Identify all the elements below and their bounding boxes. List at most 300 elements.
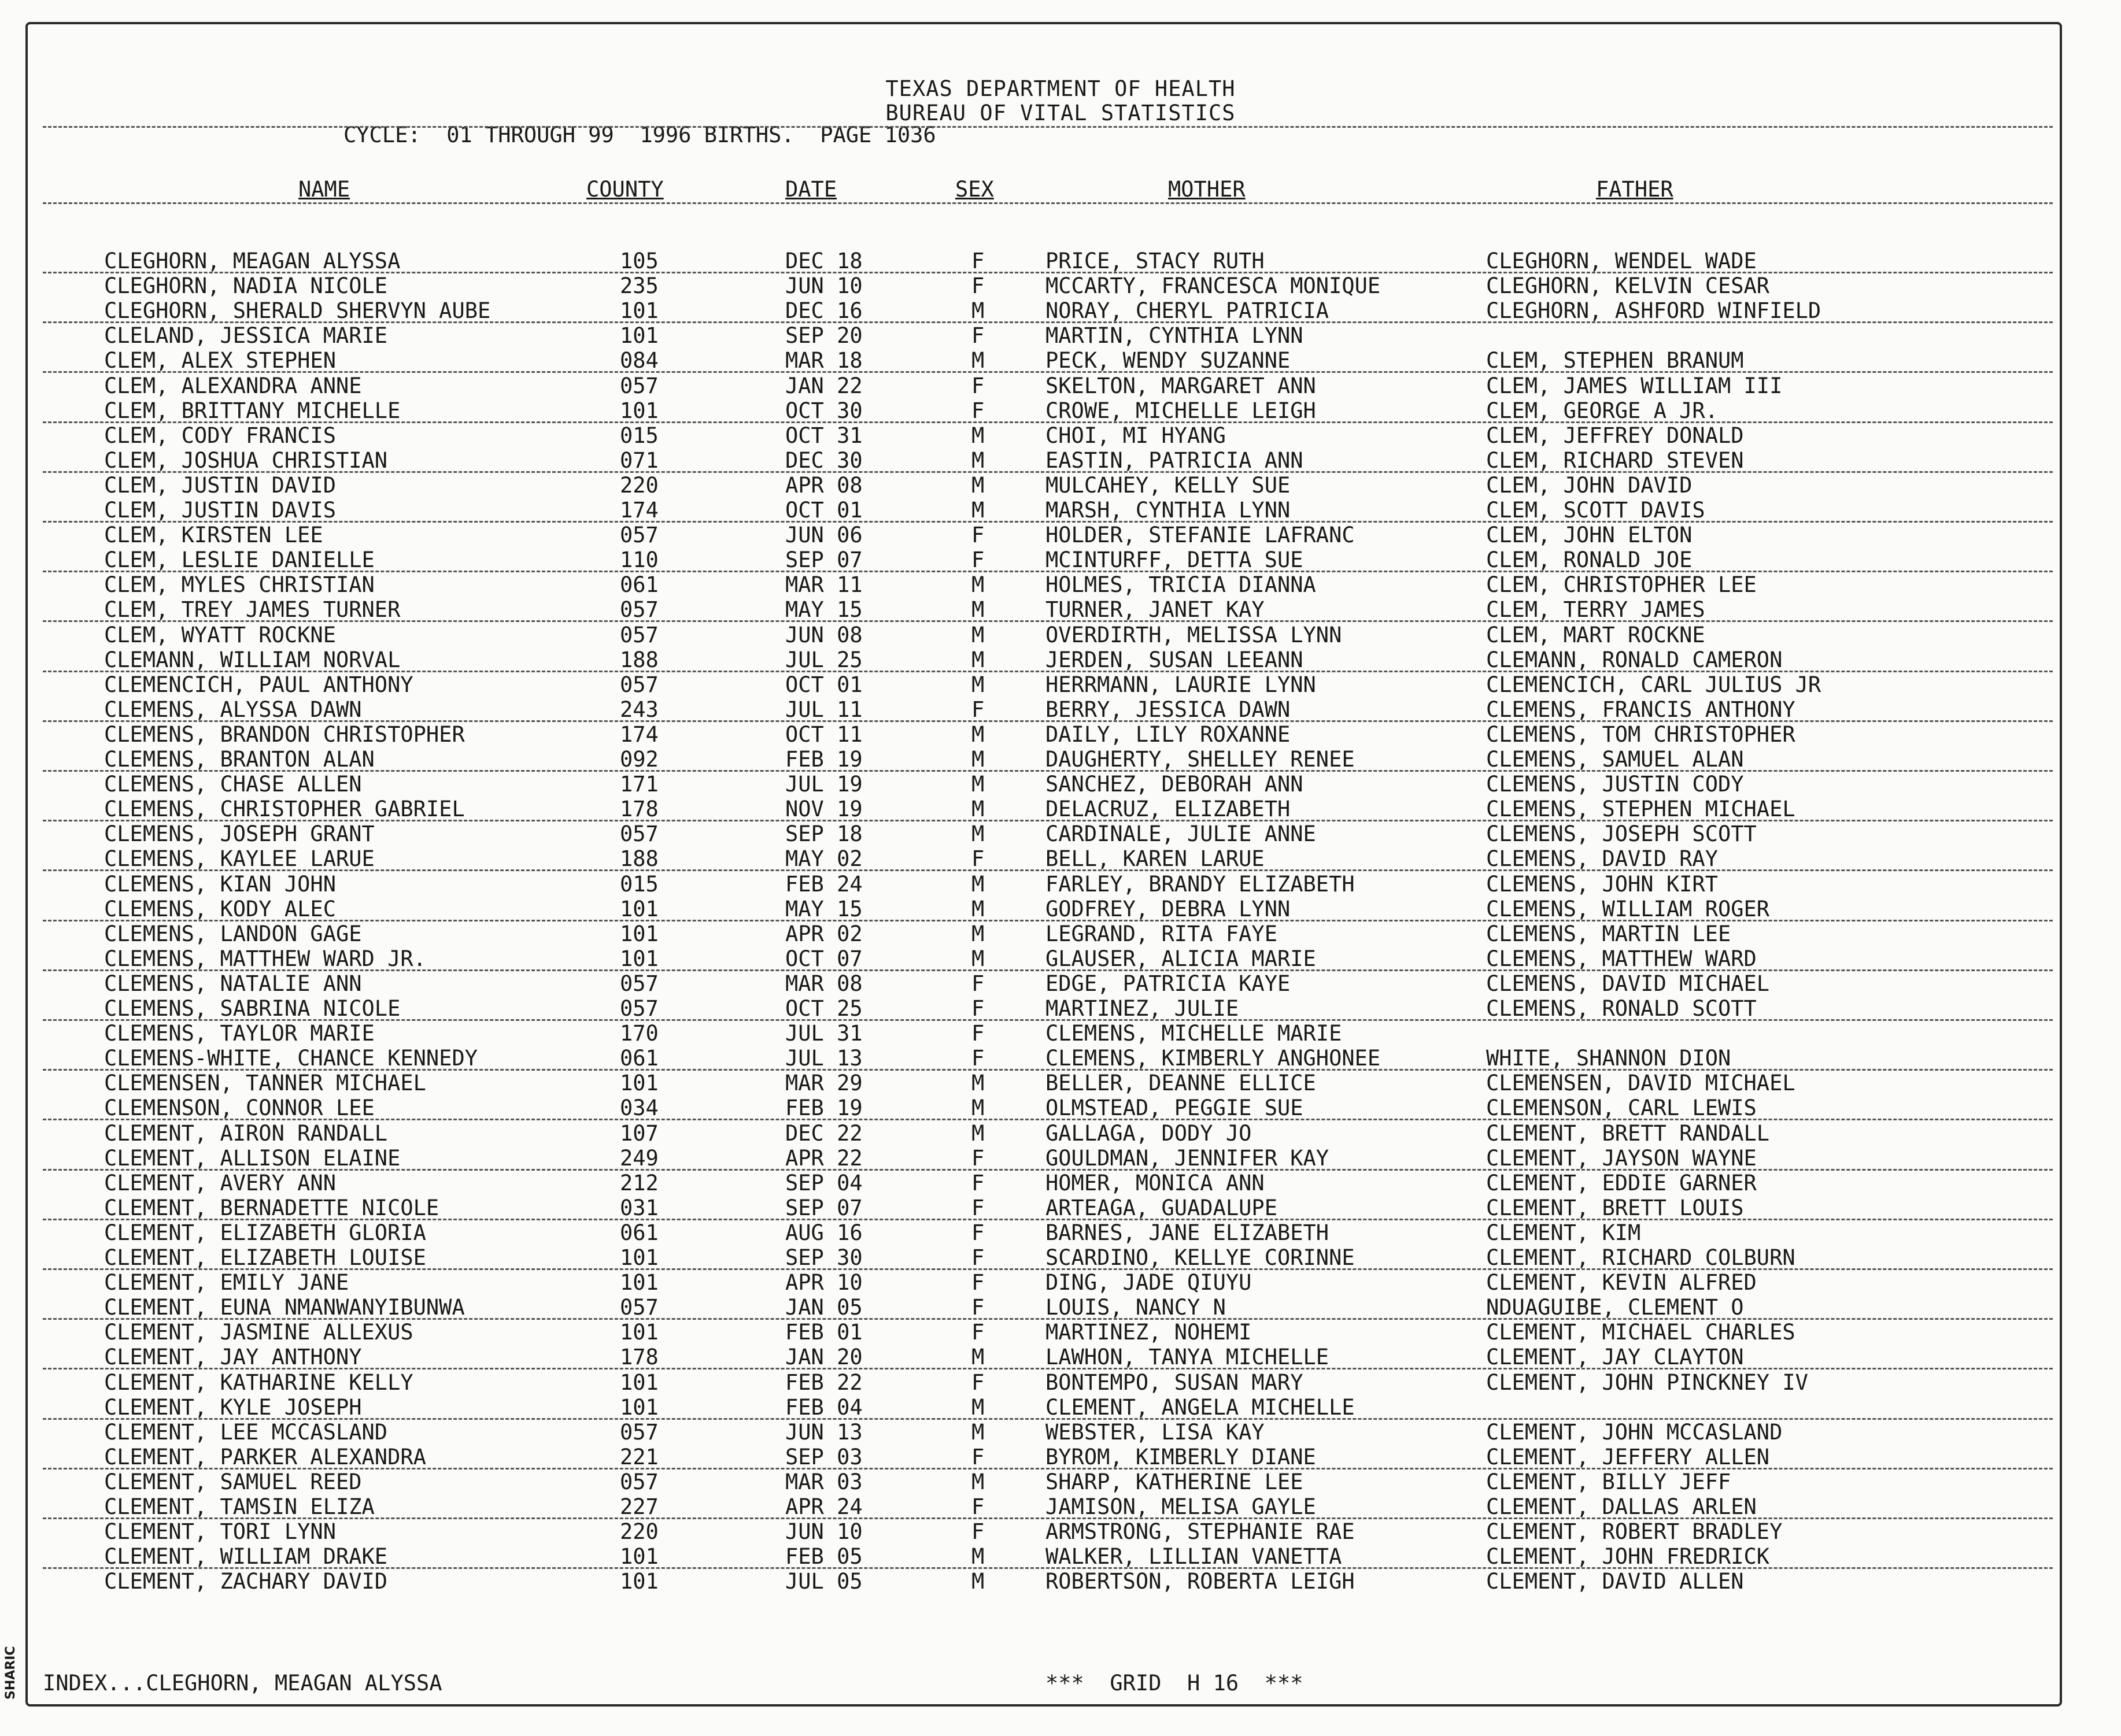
cell-mother: SCARDINO, KELLYE CORINNE bbox=[1045, 1245, 1355, 1270]
cell-county: 101 bbox=[620, 1569, 659, 1594]
table-row bbox=[0, 423, 2121, 448]
cell-father: CLEGHORN, WENDEL WADE bbox=[1486, 249, 1757, 273]
table-row bbox=[0, 647, 2121, 672]
cell-name: CLEMENS, MATTHEW WARD JR. bbox=[104, 946, 426, 971]
cell-date: MAY 15 bbox=[785, 597, 863, 623]
cell-date: OCT 01 bbox=[785, 672, 863, 697]
cell-county: 101 bbox=[620, 1544, 659, 1570]
cell-mother: ROBERTSON, ROBERTA LEIGH bbox=[1045, 1569, 1355, 1594]
cell-name: CLEMENS, NATALIE ANN bbox=[104, 971, 362, 996]
table-row bbox=[0, 996, 2121, 1021]
cell-sex: M bbox=[971, 946, 985, 971]
cell-date: OCT 01 bbox=[785, 498, 863, 523]
cell-sex: F bbox=[971, 547, 985, 573]
cell-mother: CHOI, MI HYANG bbox=[1045, 423, 1226, 448]
cell-sex: F bbox=[971, 373, 985, 398]
cell-name: CLEM, WYATT ROCKNE bbox=[104, 622, 336, 647]
cell-date: JUN 10 bbox=[785, 273, 863, 299]
cell-name: CLEMENT, ELIZABETH GLORIA bbox=[104, 1220, 426, 1245]
cell-name: CLEMENT, JAY ANTHONY bbox=[104, 1345, 362, 1370]
table-row bbox=[0, 1220, 2121, 1245]
cell-sex: M bbox=[971, 747, 985, 772]
cell-name: CLEM, TREY JAMES TURNER bbox=[104, 597, 401, 623]
cell-county: 174 bbox=[620, 498, 659, 523]
cell-mother: TURNER, JANET KAY bbox=[1045, 597, 1265, 623]
table-row bbox=[0, 1095, 2121, 1120]
cell-name: CLEMENS, KODY ALEC bbox=[104, 896, 336, 921]
table-row bbox=[0, 348, 2121, 373]
cell-date: MAR 11 bbox=[785, 572, 863, 598]
cell-father: CLEGHORN, KELVIN CESAR bbox=[1486, 273, 1770, 299]
cell-county: 084 bbox=[620, 348, 659, 373]
cell-sex: F bbox=[971, 1195, 985, 1220]
cell-sex: F bbox=[971, 273, 985, 299]
cell-date: OCT 07 bbox=[785, 946, 863, 971]
cell-county: 057 bbox=[620, 1469, 659, 1494]
cell-name: CLEMENCICH, PAUL ANTHONY bbox=[104, 672, 413, 697]
cell-county: 071 bbox=[620, 447, 659, 473]
table-row bbox=[0, 797, 2121, 821]
cell-date: FEB 24 bbox=[785, 871, 863, 897]
table-row bbox=[0, 1195, 2121, 1220]
cell-sex: M bbox=[971, 721, 985, 747]
cell-father: CLEMENT, JOHN PINCKNEY IV bbox=[1486, 1369, 1808, 1395]
cell-name: CLEMENS, TAYLOR MARIE bbox=[104, 1021, 375, 1046]
cell-father: CLEMENS, TOM CHRISTOPHER bbox=[1486, 721, 1795, 747]
table-row bbox=[0, 1370, 2121, 1395]
cell-date: AUG 16 bbox=[785, 1220, 863, 1245]
cell-date: OCT 30 bbox=[785, 398, 863, 423]
cell-father: CLEMENT, BRETT RANDALL bbox=[1486, 1120, 1770, 1146]
cell-county: 220 bbox=[620, 1519, 659, 1545]
cell-mother: WEBSTER, LISA KAY bbox=[1045, 1419, 1265, 1445]
cell-date: APR 02 bbox=[785, 921, 863, 946]
cell-name: CLEMENT, WILLIAM DRAKE bbox=[104, 1544, 388, 1570]
cell-county: 107 bbox=[620, 1120, 659, 1146]
cell-name: CLEMENT, SAMUEL REED bbox=[104, 1469, 362, 1494]
cell-mother: DELACRUZ, ELIZABETH bbox=[1045, 797, 1291, 822]
cell-father: WHITE, SHANNON DION bbox=[1486, 1046, 1731, 1071]
cell-sex: M bbox=[971, 348, 985, 373]
table-row bbox=[0, 772, 2121, 797]
cell-father: CLEMENT, DAVID ALLEN bbox=[1486, 1569, 1744, 1594]
cell-date: APR 10 bbox=[785, 1270, 863, 1295]
table-row bbox=[0, 1494, 2121, 1519]
cell-sex: M bbox=[971, 921, 985, 946]
cell-sex: F bbox=[971, 996, 985, 1021]
cell-county: 227 bbox=[620, 1494, 659, 1519]
cell-father: CLEMENS, SAMUEL ALAN bbox=[1486, 747, 1744, 772]
cell-county: 092 bbox=[620, 747, 659, 772]
cell-name: CLEMENT, BERNADETTE NICOLE bbox=[104, 1195, 439, 1220]
cell-father: CLEMENT, BRETT LOUIS bbox=[1486, 1195, 1744, 1220]
cell-father: CLEM, JEFFREY DONALD bbox=[1486, 423, 1744, 448]
cell-mother: GODFREY, DEBRA LYNN bbox=[1045, 896, 1291, 921]
cell-date: JUL 13 bbox=[785, 1046, 863, 1071]
bureau-title: BUREAU OF VITAL STATISTICS bbox=[885, 101, 1236, 125]
cell-name: CLEGHORN, NADIA NICOLE bbox=[104, 273, 388, 299]
cell-date: SEP 18 bbox=[785, 821, 863, 847]
cell-father: CLEMENS, DAVID MICHAEL bbox=[1486, 971, 1770, 996]
cell-sex: M bbox=[971, 498, 985, 523]
cell-name: CLEMENT, PARKER ALEXANDRA bbox=[104, 1444, 426, 1470]
cell-father: CLEMENT, BILLY JEFF bbox=[1486, 1469, 1731, 1494]
cell-date: JAN 05 bbox=[785, 1295, 863, 1320]
cell-mother: LOUIS, NANCY N bbox=[1045, 1295, 1226, 1320]
cell-date: OCT 31 bbox=[785, 423, 863, 448]
cell-name: CLEMENT, AVERY ANN bbox=[104, 1170, 336, 1195]
table-row bbox=[0, 298, 2121, 323]
cell-sex: F bbox=[971, 1320, 985, 1345]
cell-father: CLEMENT, JAYSON WAYNE bbox=[1486, 1145, 1757, 1171]
cell-mother: ARMSTRONG, STEPHANIE RAE bbox=[1045, 1519, 1355, 1545]
cell-sex: M bbox=[971, 472, 985, 498]
cell-mother: CROWE, MICHELLE LEIGH bbox=[1045, 398, 1316, 423]
cell-mother: MARTINEZ, NOHEMI bbox=[1045, 1320, 1252, 1345]
cell-date: FEB 05 bbox=[785, 1544, 863, 1570]
cell-county: 220 bbox=[620, 472, 659, 498]
cell-date: JUN 13 bbox=[785, 1419, 863, 1445]
cell-mother: LAWHON, TANYA MICHELLE bbox=[1045, 1345, 1329, 1370]
cell-county: 057 bbox=[620, 821, 659, 847]
cell-sex: F bbox=[971, 1444, 985, 1470]
cell-mother: PRICE, STACY RUTH bbox=[1045, 249, 1265, 273]
cell-county: 101 bbox=[620, 1369, 659, 1395]
cell-sex: F bbox=[971, 1295, 985, 1320]
cell-father: CLEMENT, MICHAEL CHARLES bbox=[1486, 1320, 1795, 1345]
cell-name: CLEM, MYLES CHRISTIAN bbox=[104, 572, 375, 598]
cell-county: 057 bbox=[620, 597, 659, 623]
cell-mother: MARTIN, CYNTHIA LYNN bbox=[1045, 323, 1303, 349]
cell-name: CLEMENS, BRANTON ALAN bbox=[104, 747, 375, 772]
cell-father: CLEMENS, MARTIN LEE bbox=[1486, 921, 1731, 946]
cell-county: 249 bbox=[620, 1145, 659, 1171]
cell-county: 057 bbox=[620, 523, 659, 548]
cell-mother: HERRMANN, LAURIE LYNN bbox=[1045, 672, 1316, 697]
table-row bbox=[0, 897, 2121, 921]
table-row bbox=[0, 1445, 2121, 1470]
cell-name: CLEMENS, KIAN JOHN bbox=[104, 871, 336, 897]
cell-date: APR 22 bbox=[785, 1145, 863, 1171]
cell-name: CLEMENT, AIRON RANDALL bbox=[104, 1120, 388, 1146]
column-header-county: COUNTY bbox=[586, 177, 664, 202]
cell-sex: F bbox=[971, 1494, 985, 1519]
table-row bbox=[0, 747, 2121, 772]
table-row bbox=[0, 1519, 2121, 1544]
cell-father: CLEMENS, RONALD SCOTT bbox=[1486, 996, 1757, 1021]
cell-name: CLEMENT, EMILY JANE bbox=[104, 1270, 349, 1295]
cell-sex: F bbox=[971, 1369, 985, 1395]
cell-county: 221 bbox=[620, 1444, 659, 1470]
cell-name: CLEMENS, ALYSSA DAWN bbox=[104, 697, 362, 722]
cell-mother: OVERDIRTH, MELISSA LYNN bbox=[1045, 622, 1342, 647]
cell-mother: EASTIN, PATRICIA ANN bbox=[1045, 447, 1303, 473]
cell-county: 057 bbox=[620, 996, 659, 1021]
cell-mother: MARTINEZ, JULIE bbox=[1045, 996, 1239, 1021]
table-row bbox=[0, 1146, 2121, 1171]
cell-county: 101 bbox=[620, 1270, 659, 1295]
cell-father: CLEMENS, JOHN KIRT bbox=[1486, 871, 1718, 897]
cell-father: CLEM, JOHN ELTON bbox=[1486, 523, 1693, 548]
cell-father: CLEM, TERRY JAMES bbox=[1486, 597, 1705, 623]
cell-sex: M bbox=[971, 1095, 985, 1121]
table-row bbox=[0, 1420, 2121, 1445]
cell-date: JUL 19 bbox=[785, 772, 863, 797]
cell-date: JUN 08 bbox=[785, 622, 863, 647]
cell-county: 061 bbox=[620, 1220, 659, 1245]
cell-mother: BYROM, KIMBERLY DIANE bbox=[1045, 1444, 1316, 1470]
cell-county: 105 bbox=[620, 249, 659, 273]
cell-county: 057 bbox=[620, 1295, 659, 1320]
cell-father: CLEGHORN, ASHFORD WINFIELD bbox=[1486, 298, 1821, 324]
cell-father: CLEMENT, DALLAS ARLEN bbox=[1486, 1494, 1757, 1519]
cell-date: DEC 16 bbox=[785, 298, 863, 324]
cell-county: 061 bbox=[620, 1046, 659, 1071]
table-row bbox=[0, 1470, 2121, 1494]
cell-sex: M bbox=[971, 1120, 985, 1146]
cell-mother: HOLMES, TRICIA DIANNA bbox=[1045, 572, 1316, 598]
cell-sex: M bbox=[971, 447, 985, 473]
table-row bbox=[0, 872, 2121, 897]
cell-name: CLEM, JOSHUA CHRISTIAN bbox=[104, 447, 388, 473]
column-header-father: FATHER bbox=[1596, 177, 1673, 202]
cell-father: CLEMENT, EDDIE GARNER bbox=[1486, 1170, 1757, 1195]
cell-sex: M bbox=[971, 1544, 985, 1570]
cell-mother: JAMISON, MELISA GAYLE bbox=[1045, 1494, 1316, 1519]
cell-mother: HOLDER, STEFANIE LAFRANC bbox=[1045, 523, 1355, 548]
cell-sex: M bbox=[971, 1419, 985, 1445]
cell-sex: F bbox=[971, 971, 985, 996]
cell-name: CLEM, LESLIE DANIELLE bbox=[104, 547, 375, 573]
table-row bbox=[0, 623, 2121, 647]
cell-sex: F bbox=[971, 1170, 985, 1195]
cell-county: 101 bbox=[620, 398, 659, 423]
cell-father: CLEMENT, JOHN MCCASLAND bbox=[1486, 1419, 1783, 1445]
cell-name: CLEMENS, SABRINA NICOLE bbox=[104, 996, 401, 1021]
table-row bbox=[0, 1046, 2121, 1071]
cell-mother: DAILY, LILY ROXANNE bbox=[1045, 721, 1291, 747]
cell-mother: NORAY, CHERYL PATRICIA bbox=[1045, 298, 1329, 324]
cell-father: CLEM, CHRISTOPHER LEE bbox=[1486, 572, 1757, 598]
cell-date: JUN 06 bbox=[785, 523, 863, 548]
cell-county: 235 bbox=[620, 273, 659, 299]
cell-county: 015 bbox=[620, 871, 659, 897]
cell-mother: SANCHEZ, DEBORAH ANN bbox=[1045, 772, 1303, 797]
cell-mother: LEGRAND, RITA FAYE bbox=[1045, 921, 1277, 946]
cell-name: CLEMENT, JASMINE ALLEXUS bbox=[104, 1320, 413, 1345]
cell-mother: CLEMENS, MICHELLE MARIE bbox=[1045, 1021, 1342, 1046]
cell-sex: F bbox=[971, 1245, 985, 1270]
cell-sex: F bbox=[971, 1220, 985, 1245]
cell-county: 101 bbox=[620, 1245, 659, 1270]
cell-father: CLEMENT, ROBERT BRADLEY bbox=[1486, 1519, 1783, 1545]
cell-mother: MARSH, CYNTHIA LYNN bbox=[1045, 498, 1291, 523]
cell-sex: F bbox=[971, 249, 985, 273]
cell-county: 101 bbox=[620, 1394, 659, 1420]
cell-county: 171 bbox=[620, 772, 659, 797]
cell-county: 212 bbox=[620, 1170, 659, 1195]
cell-mother: HOMER, MONICA ANN bbox=[1045, 1170, 1265, 1195]
cell-sex: F bbox=[971, 1145, 985, 1171]
cell-sex: M bbox=[971, 1394, 985, 1420]
cell-county: 057 bbox=[620, 672, 659, 697]
cycle-line: CYCLE: 01 THROUGH 99 1996 BIRTHS. PAGE 1036 bbox=[343, 123, 936, 147]
cell-father: CLEMENT, RICHARD COLBURN bbox=[1486, 1245, 1795, 1270]
cell-father: CLEMENT, KEVIN ALFRED bbox=[1486, 1270, 1757, 1295]
cell-mother: WALKER, LILLIAN VANETTA bbox=[1045, 1544, 1342, 1570]
table-row bbox=[0, 373, 2121, 398]
cell-mother: BARNES, JANE ELIZABETH bbox=[1045, 1220, 1329, 1245]
agency-title: TEXAS DEPARTMENT OF HEALTH bbox=[885, 76, 1236, 101]
cell-name: CLEMENS, LANDON GAGE bbox=[104, 921, 362, 946]
cell-name: CLEMENS, JOSEPH GRANT bbox=[104, 821, 375, 847]
cell-county: 057 bbox=[620, 622, 659, 647]
cell-father: CLEMENT, KIM bbox=[1486, 1220, 1641, 1245]
cell-county: 015 bbox=[620, 423, 659, 448]
cell-sex: F bbox=[971, 1270, 985, 1295]
table-row bbox=[0, 323, 2121, 348]
cell-date: APR 08 bbox=[785, 472, 863, 498]
table-row bbox=[0, 722, 2121, 747]
cell-mother: DING, JADE QIUYU bbox=[1045, 1270, 1252, 1295]
cell-name: CLEM, JUSTIN DAVID bbox=[104, 472, 336, 498]
table-row bbox=[0, 1345, 2121, 1369]
cell-name: CLEMENS-WHITE, CHANCE KENNEDY bbox=[104, 1046, 478, 1071]
cell-date: MAY 15 bbox=[785, 896, 863, 921]
cell-father: CLEMENS, WILLIAM ROGER bbox=[1486, 896, 1770, 921]
cell-name: CLEGHORN, MEAGAN ALYSSA bbox=[104, 249, 401, 273]
cell-date: NOV 19 bbox=[785, 797, 863, 822]
cell-county: 101 bbox=[620, 323, 659, 349]
cell-county: 057 bbox=[620, 1419, 659, 1445]
cell-sex: M bbox=[971, 821, 985, 847]
cell-father: CLEM, STEPHEN BRANUM bbox=[1486, 348, 1744, 373]
cell-county: 101 bbox=[620, 298, 659, 324]
cell-father: CLEM, RICHARD STEVEN bbox=[1486, 447, 1744, 473]
cell-sex: F bbox=[971, 1046, 985, 1071]
cell-date: OCT 11 bbox=[785, 721, 863, 747]
table-row bbox=[0, 946, 2121, 971]
cell-father: CLEMENS, JUSTIN CODY bbox=[1486, 772, 1744, 797]
cell-county: 057 bbox=[620, 373, 659, 398]
cell-name: CLEM, JUSTIN DAVIS bbox=[104, 498, 336, 523]
column-header-divider bbox=[43, 202, 2053, 204]
cell-date: SEP 20 bbox=[785, 323, 863, 349]
cell-mother: SKELTON, MARGARET ANN bbox=[1045, 373, 1316, 398]
cell-county: 061 bbox=[620, 572, 659, 598]
cell-father: CLEM, JAMES WILLIAM III bbox=[1486, 373, 1783, 398]
cell-name: CLEM, ALEXANDRA ANNE bbox=[104, 373, 362, 398]
column-header-sex: SEX bbox=[955, 177, 994, 202]
cell-date: SEP 03 bbox=[785, 1444, 863, 1470]
cell-sex: F bbox=[971, 846, 985, 872]
table-row bbox=[0, 1320, 2121, 1345]
cell-date: JUL 11 bbox=[785, 697, 863, 722]
table-row bbox=[0, 273, 2121, 298]
cell-name: CLEMENT, KYLE JOSEPH bbox=[104, 1394, 362, 1420]
table-row bbox=[0, 1121, 2121, 1146]
cell-sex: M bbox=[971, 896, 985, 921]
cell-sex: F bbox=[971, 1519, 985, 1545]
cell-sex: M bbox=[971, 772, 985, 797]
cell-mother: BONTEMPO, SUSAN MARY bbox=[1045, 1369, 1303, 1395]
table-row bbox=[0, 1295, 2121, 1320]
cell-mother: MULCAHEY, KELLY SUE bbox=[1045, 472, 1291, 498]
cell-county: 188 bbox=[620, 846, 659, 872]
cell-sex: M bbox=[971, 647, 985, 672]
cell-father: CLEMENT, JOHN FREDRICK bbox=[1486, 1544, 1770, 1570]
cell-father: CLEM, MART ROCKNE bbox=[1486, 622, 1705, 647]
cell-mother: BELL, KAREN LARUE bbox=[1045, 846, 1265, 872]
cell-date: JUL 05 bbox=[785, 1569, 863, 1594]
cell-date: JUL 31 bbox=[785, 1021, 863, 1046]
index-footer: INDEX...CLEGHORN, MEAGAN ALYSSA bbox=[43, 1671, 442, 1696]
cell-county: 101 bbox=[620, 1071, 659, 1096]
cell-sex: F bbox=[971, 697, 985, 722]
table-row bbox=[0, 1171, 2121, 1195]
cell-county: 034 bbox=[620, 1095, 659, 1121]
cell-sex: M bbox=[971, 1345, 985, 1370]
column-header-mother: MOTHER bbox=[1168, 177, 1246, 202]
cell-date: MAY 02 bbox=[785, 846, 863, 872]
cell-mother: DAUGHERTY, SHELLEY RENEE bbox=[1045, 747, 1355, 772]
cell-county: 101 bbox=[620, 896, 659, 921]
cell-date: SEP 07 bbox=[785, 1195, 863, 1220]
cell-county: 031 bbox=[620, 1195, 659, 1220]
cell-date: FEB 22 bbox=[785, 1369, 863, 1395]
cell-name: CLEMENT, KATHARINE KELLY bbox=[104, 1369, 413, 1395]
table-row bbox=[0, 697, 2121, 722]
cell-father: CLEMENCICH, CARL JULIUS JR bbox=[1486, 672, 1821, 697]
cell-date: JAN 22 bbox=[785, 373, 863, 398]
cell-father: CLEM, SCOTT DAVIS bbox=[1486, 498, 1705, 523]
cell-date: MAR 08 bbox=[785, 971, 863, 996]
cell-mother: EDGE, PATRICIA KAYE bbox=[1045, 971, 1291, 996]
cell-father: CLEMENSEN, DAVID MICHAEL bbox=[1486, 1071, 1795, 1096]
table-row bbox=[0, 672, 2121, 697]
cell-father: NDUAGUIBE, CLEMENT O bbox=[1486, 1295, 1744, 1320]
cell-date: JUN 10 bbox=[785, 1519, 863, 1545]
cell-name: CLEM, ALEX STEPHEN bbox=[104, 348, 336, 373]
cell-date: MAR 03 bbox=[785, 1469, 863, 1494]
cell-mother: BELLER, DEANNE ELLICE bbox=[1045, 1071, 1316, 1096]
cell-name: CLEMENSON, CONNOR LEE bbox=[104, 1095, 375, 1121]
cell-mother: MCINTURFF, DETTA SUE bbox=[1045, 547, 1303, 573]
cell-father: CLEMENT, JEFFERY ALLEN bbox=[1486, 1444, 1770, 1470]
cell-date: MAR 18 bbox=[785, 348, 863, 373]
cell-mother: GALLAGA, DODY JO bbox=[1045, 1120, 1252, 1146]
cell-county: 101 bbox=[620, 921, 659, 946]
cell-name: CLEMENT, ELIZABETH LOUISE bbox=[104, 1245, 426, 1270]
cell-father: CLEMENS, FRANCIS ANTHONY bbox=[1486, 697, 1795, 722]
cell-sex: M bbox=[971, 622, 985, 647]
cell-county: 243 bbox=[620, 697, 659, 722]
cell-date: MAR 29 bbox=[785, 1071, 863, 1096]
cell-father: CLEM, RONALD JOE bbox=[1486, 547, 1693, 573]
table-row bbox=[0, 1245, 2121, 1270]
header-divider bbox=[43, 126, 2053, 128]
cell-date: FEB 01 bbox=[785, 1320, 863, 1345]
cell-father: CLEMENS, MATTHEW WARD bbox=[1486, 946, 1757, 971]
cell-father: CLEMENT, JAY CLAYTON bbox=[1486, 1345, 1744, 1370]
cell-county: 178 bbox=[620, 797, 659, 822]
cell-name: CLEMENT, TORI LYNN bbox=[104, 1519, 336, 1545]
cell-date: SEP 30 bbox=[785, 1245, 863, 1270]
cell-name: CLEMENS, KAYLEE LARUE bbox=[104, 846, 375, 872]
cell-name: CLEMENT, ALLISON ELAINE bbox=[104, 1145, 401, 1171]
cell-county: 101 bbox=[620, 946, 659, 971]
cell-date: JUL 25 bbox=[785, 647, 863, 672]
